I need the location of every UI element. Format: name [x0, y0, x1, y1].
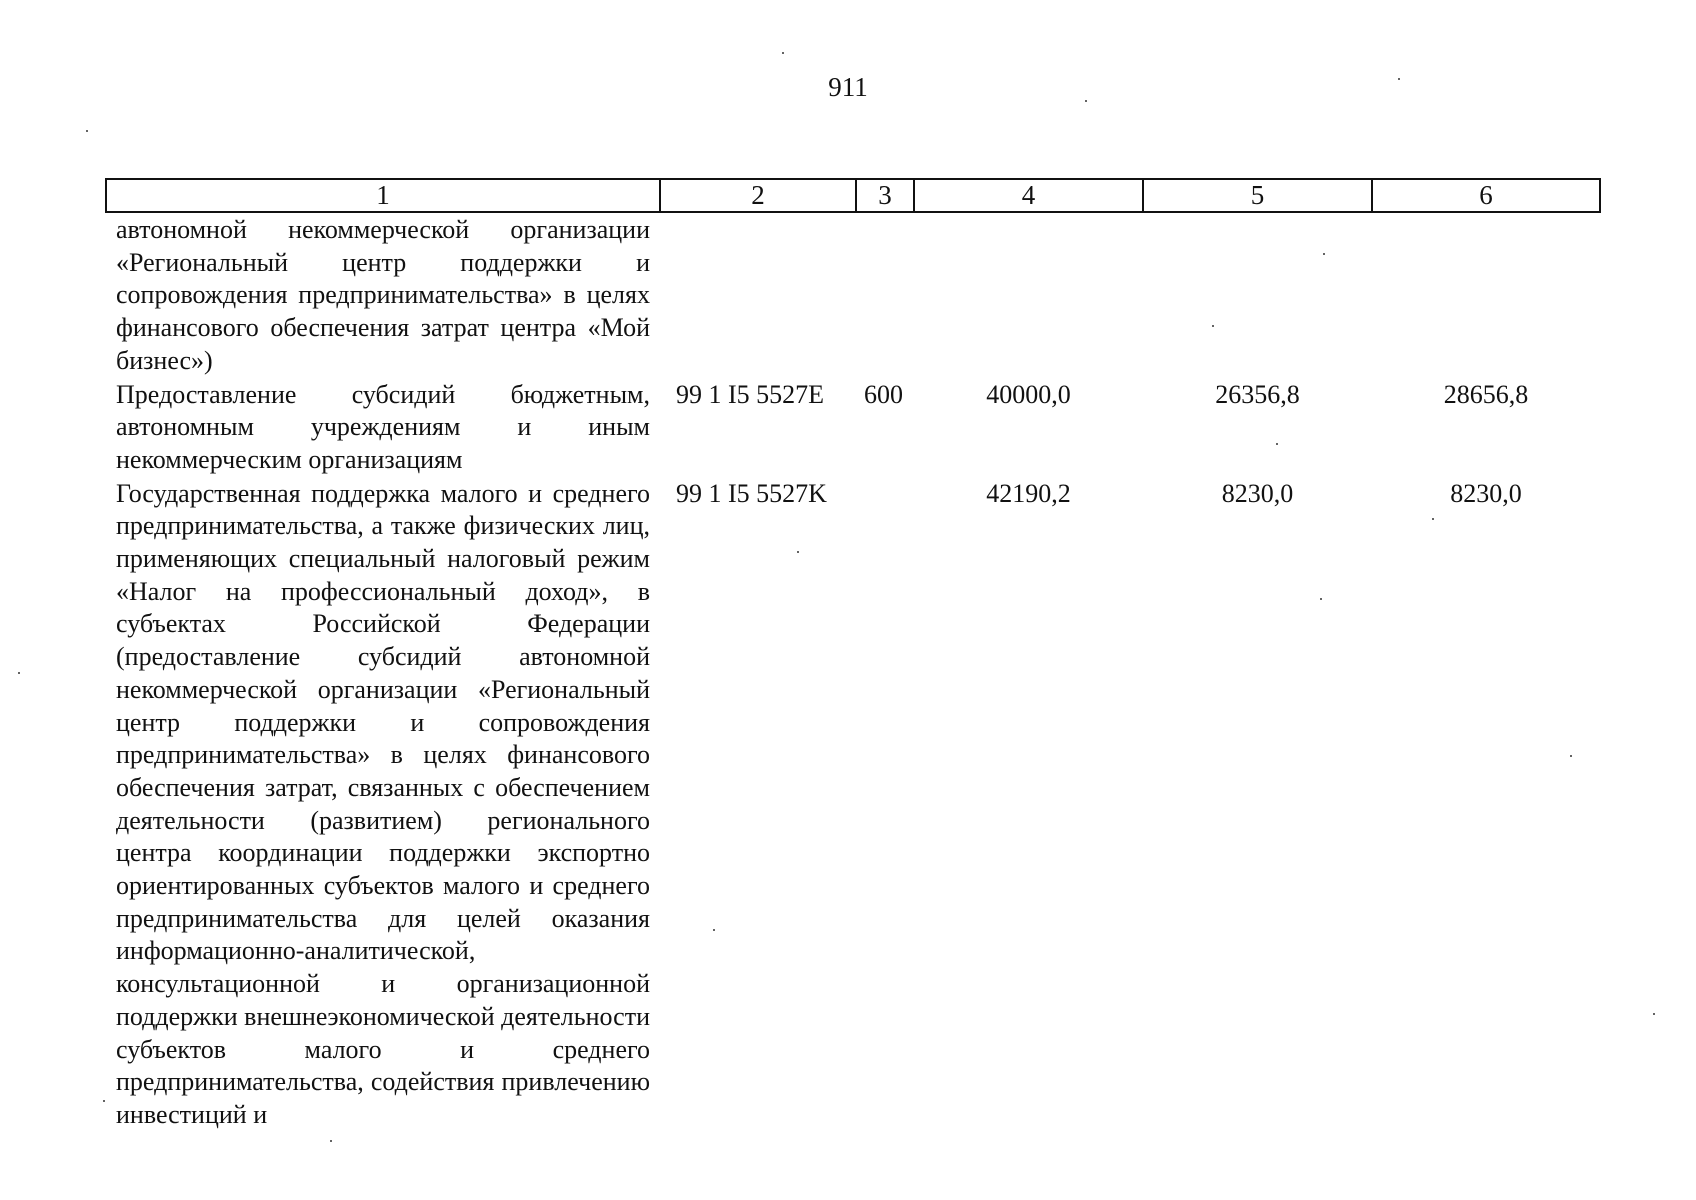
table-header — [106, 179, 1600, 212]
column-header-5: 5 — [1143, 179, 1372, 212]
row-value-col6 — [1372, 212, 1600, 378]
scan-speck — [713, 929, 715, 931]
table-row — [106, 477, 1600, 1132]
scan-speck — [1320, 598, 1322, 600]
row-value-col4: 40000,0 — [986, 379, 1071, 409]
column-header-2: 2 — [660, 179, 856, 212]
scan-speck — [1432, 518, 1434, 520]
column-header-6: 6 — [1372, 179, 1600, 212]
column-header-1: 1 — [106, 179, 660, 212]
scan-speck — [86, 130, 88, 132]
column-header-3: 3 — [856, 179, 914, 212]
row-value-col6: 8230,0 — [1450, 478, 1522, 508]
row-expense-group — [856, 477, 914, 1132]
row-expense-group — [856, 212, 914, 378]
scan-speck — [782, 52, 784, 54]
scan-speck — [797, 551, 799, 553]
row-expense-group: 600 — [864, 379, 903, 409]
row-target-code: 99 1 I5 5527K — [676, 478, 827, 508]
row-value-col5 — [1143, 212, 1372, 378]
scan-speck — [103, 1100, 105, 1102]
table-row — [106, 212, 1600, 378]
table-row — [106, 378, 1600, 477]
row-description: автономной некоммерческой организации «Региональный центр поддержки и сопровождения предпринимательства» в целях финансового обеспечения затрат центра «Мой бизнес») — [116, 215, 650, 375]
scan-speck — [1570, 755, 1572, 757]
budget-table — [105, 178, 1601, 1132]
table-body — [106, 212, 1600, 1132]
scan-speck — [330, 1140, 332, 1142]
row-description: Государственная поддержка малого и среднего предпринимательства, а также физических лиц, применяющих специальный налоговый режим «Налог на профессиональный доход», в субъектах Российской Федерации (предоставление субсидий автономной некоммерческой организации «Региональный центр поддержки и сопровождения предпринимательства» в целях финансового обеспечения затрат, связанных с обеспечением деятельности (развитием) регионального центра координации поддержки экспортно ориентированных субъектов малого и среднего предпринимательства для целей оказания информационно-аналитической, консультационной и организационной поддержки внешнеэкономической деятельности субъектов малого и среднего предпринимательства, содействия привлечению инвестиций и — [116, 478, 651, 1129]
page-number: 911 — [828, 72, 868, 102]
row-value-col5: 26356,8 — [1215, 379, 1300, 409]
scan-speck — [1085, 100, 1087, 102]
scan-speck — [1653, 1013, 1655, 1015]
scan-speck — [1398, 78, 1400, 80]
header-row — [106, 179, 1600, 212]
column-header-4: 4 — [914, 179, 1143, 212]
row-value-col5: 8230,0 — [1221, 478, 1294, 508]
scan-speck — [18, 672, 20, 674]
row-value-col4 — [914, 212, 1143, 378]
row-value-col4: 42190,2 — [986, 478, 1071, 508]
scan-speck — [1276, 443, 1278, 445]
row-value-col6: 28656,8 — [1443, 379, 1529, 409]
row-target-code — [660, 212, 856, 378]
scan-speck — [1212, 325, 1214, 327]
budget-table-container — [105, 178, 1599, 1132]
row-description: Предоставление субсидий бюджетным, автономным учреждениям и иным некоммерческим организациям — [116, 379, 650, 474]
row-target-code: 99 1 I5 5527E — [676, 379, 825, 409]
scan-speck — [1323, 253, 1325, 255]
